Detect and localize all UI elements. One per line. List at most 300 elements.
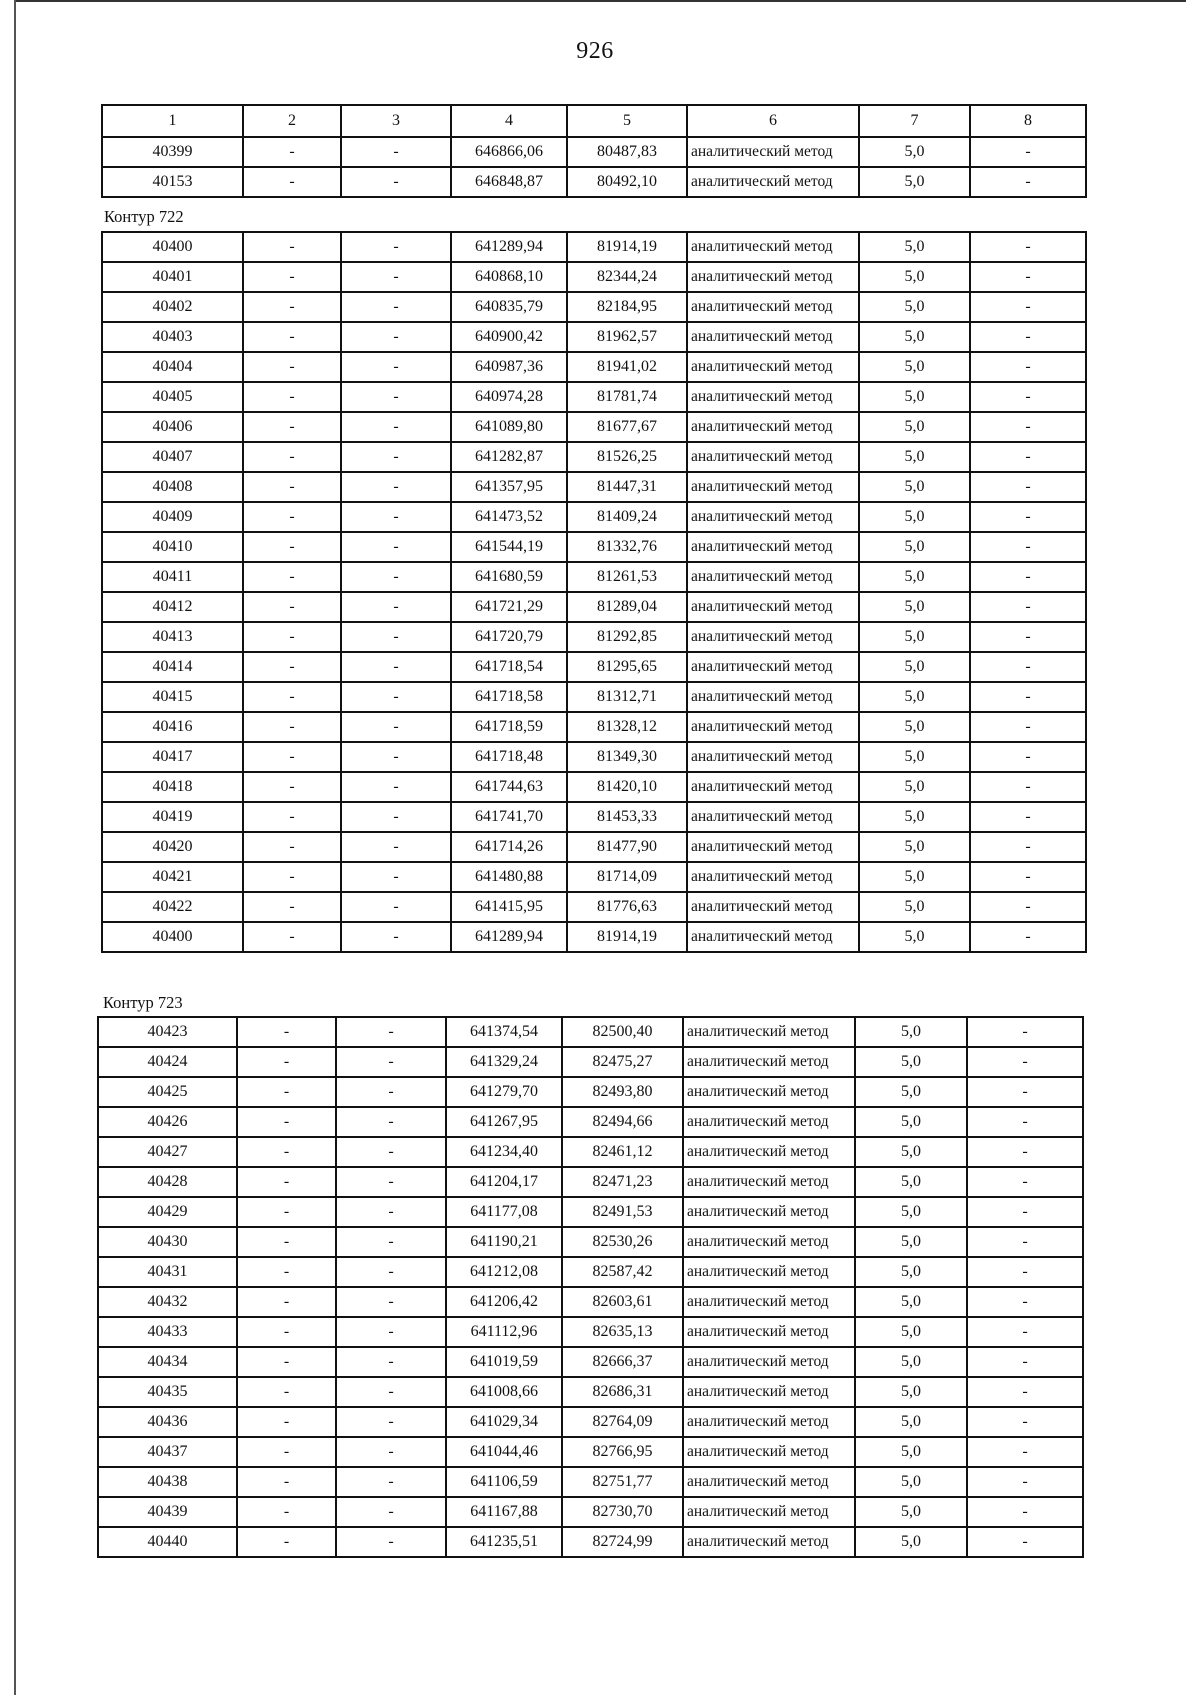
col8-cell: - xyxy=(970,802,1086,832)
y-coordinate-cell: 81420,10 xyxy=(567,772,687,802)
col2-cell: - xyxy=(243,742,341,772)
col8-cell: - xyxy=(967,1197,1083,1227)
point-number-cell: 40421 xyxy=(102,862,243,892)
method-cell: аналитический метод xyxy=(687,532,859,562)
x-coordinate-cell: 641721,29 xyxy=(451,592,567,622)
point-number-cell: 40400 xyxy=(102,232,243,262)
accuracy-cell: 5,0 xyxy=(855,1437,967,1467)
accuracy-cell: 5,0 xyxy=(859,772,970,802)
method-cell: аналитический метод xyxy=(687,232,859,262)
col3-cell: - xyxy=(341,862,451,892)
col3-cell: - xyxy=(341,352,451,382)
table-row xyxy=(102,832,1086,862)
col2-cell: - xyxy=(237,1497,336,1527)
col3-cell: - xyxy=(341,412,451,442)
y-coordinate-cell: 82635,13 xyxy=(562,1317,683,1347)
col3-cell: - xyxy=(341,562,451,592)
table-row xyxy=(102,742,1086,772)
y-coordinate-cell: 81292,85 xyxy=(567,622,687,652)
accuracy-cell: 5,0 xyxy=(859,832,970,862)
col2-cell: - xyxy=(243,532,341,562)
col8-cell: - xyxy=(970,322,1086,352)
method-cell: аналитический метод xyxy=(683,1287,855,1317)
accuracy-cell: 5,0 xyxy=(859,712,970,742)
column-header: 4 xyxy=(451,105,567,137)
accuracy-cell: 5,0 xyxy=(859,622,970,652)
col3-cell: - xyxy=(341,442,451,472)
y-coordinate-cell: 81914,19 xyxy=(567,922,687,952)
col2-cell: - xyxy=(237,1437,336,1467)
col8-cell: - xyxy=(967,1347,1083,1377)
col2-cell: - xyxy=(237,1467,336,1497)
col2-cell: - xyxy=(243,802,341,832)
x-coordinate-cell: 640835,79 xyxy=(451,292,567,322)
method-cell: аналитический метод xyxy=(687,772,859,802)
col3-cell: - xyxy=(341,652,451,682)
col3-cell: - xyxy=(336,1257,446,1287)
point-number-cell: 40404 xyxy=(102,352,243,382)
method-cell: аналитический метод xyxy=(687,502,859,532)
col2-cell: - xyxy=(243,442,341,472)
accuracy-cell: 5,0 xyxy=(859,532,970,562)
col8-cell: - xyxy=(970,772,1086,802)
point-number-cell: 40417 xyxy=(102,742,243,772)
col2-cell: - xyxy=(243,167,341,197)
method-cell: аналитический метод xyxy=(687,352,859,382)
accuracy-cell: 5,0 xyxy=(855,1257,967,1287)
method-cell: аналитический метод xyxy=(687,712,859,742)
y-coordinate-cell: 82184,95 xyxy=(567,292,687,322)
accuracy-cell: 5,0 xyxy=(859,682,970,712)
table-row xyxy=(102,502,1086,532)
col8-cell: - xyxy=(970,167,1086,197)
method-cell: аналитический метод xyxy=(687,622,859,652)
method-cell: аналитический метод xyxy=(687,472,859,502)
table-row xyxy=(102,262,1086,292)
col2-cell: - xyxy=(243,232,341,262)
col3-cell: - xyxy=(341,322,451,352)
accuracy-cell: 5,0 xyxy=(855,1107,967,1137)
accuracy-cell: 5,0 xyxy=(859,322,970,352)
y-coordinate-cell: 82587,42 xyxy=(562,1257,683,1287)
x-coordinate-cell: 641289,94 xyxy=(451,922,567,952)
point-number-cell: 40423 xyxy=(98,1017,237,1047)
y-coordinate-cell: 81349,30 xyxy=(567,742,687,772)
col3-cell: - xyxy=(341,832,451,862)
method-cell: аналитический метод xyxy=(687,862,859,892)
col2-cell: - xyxy=(243,772,341,802)
column-header: 6 xyxy=(687,105,859,137)
col2-cell: - xyxy=(237,1317,336,1347)
col2-cell: - xyxy=(243,862,341,892)
col8-cell: - xyxy=(967,1017,1083,1047)
col8-cell: - xyxy=(967,1227,1083,1257)
column-header: 1 xyxy=(102,105,243,137)
method-cell: аналитический метод xyxy=(687,292,859,322)
table-row xyxy=(102,892,1086,922)
method-cell: аналитический метод xyxy=(687,442,859,472)
col2-cell: - xyxy=(243,922,341,952)
x-coordinate-cell: 641744,63 xyxy=(451,772,567,802)
table-row xyxy=(102,922,1086,952)
method-cell: аналитический метод xyxy=(683,1437,855,1467)
point-number-cell: 40424 xyxy=(98,1047,237,1077)
x-coordinate-cell: 640868,10 xyxy=(451,262,567,292)
col2-cell: - xyxy=(243,502,341,532)
col8-cell: - xyxy=(970,532,1086,562)
col3-cell: - xyxy=(341,232,451,262)
accuracy-cell: 5,0 xyxy=(859,562,970,592)
point-number-cell: 40422 xyxy=(102,892,243,922)
page-number: 926 xyxy=(576,38,614,64)
method-cell: аналитический метод xyxy=(683,1407,855,1437)
x-coordinate-cell: 641680,59 xyxy=(451,562,567,592)
column-header: 8 xyxy=(970,105,1086,137)
y-coordinate-cell: 81295,65 xyxy=(567,652,687,682)
table-header-row xyxy=(102,105,1086,137)
method-cell: аналитический метод xyxy=(683,1317,855,1347)
col8-cell: - xyxy=(970,592,1086,622)
y-coordinate-cell: 81289,04 xyxy=(567,592,687,622)
col3-cell: - xyxy=(336,1137,446,1167)
col2-cell: - xyxy=(237,1017,336,1047)
col2-cell: - xyxy=(237,1407,336,1437)
col3-cell: - xyxy=(336,1227,446,1257)
col8-cell: - xyxy=(967,1317,1083,1347)
x-coordinate-cell: 641480,88 xyxy=(451,862,567,892)
table-row xyxy=(98,1017,1083,1047)
y-coordinate-cell: 82494,66 xyxy=(562,1107,683,1137)
col2-cell: - xyxy=(243,472,341,502)
method-cell: аналитический метод xyxy=(683,1137,855,1167)
col2-cell: - xyxy=(237,1077,336,1107)
table-row xyxy=(98,1167,1083,1197)
col2-cell: - xyxy=(237,1257,336,1287)
col2-cell: - xyxy=(237,1137,336,1167)
x-coordinate-cell: 641204,17 xyxy=(446,1167,562,1197)
col2-cell: - xyxy=(243,832,341,862)
x-coordinate-cell: 641089,80 xyxy=(451,412,567,442)
col2-cell: - xyxy=(243,622,341,652)
method-cell: аналитический метод xyxy=(687,412,859,442)
point-number-cell: 40409 xyxy=(102,502,243,532)
point-number-cell: 40414 xyxy=(102,652,243,682)
accuracy-cell: 5,0 xyxy=(855,1467,967,1497)
point-number-cell: 40437 xyxy=(98,1437,237,1467)
col8-cell: - xyxy=(970,502,1086,532)
x-coordinate-cell: 641718,59 xyxy=(451,712,567,742)
point-number-cell: 40408 xyxy=(102,472,243,502)
col3-cell: - xyxy=(336,1407,446,1437)
column-header: 2 xyxy=(243,105,341,137)
x-coordinate-cell: 641741,70 xyxy=(451,802,567,832)
x-coordinate-cell: 641106,59 xyxy=(446,1467,562,1497)
y-coordinate-cell: 82491,53 xyxy=(562,1197,683,1227)
point-number-cell: 40440 xyxy=(98,1527,237,1557)
col2-cell: - xyxy=(243,562,341,592)
accuracy-cell: 5,0 xyxy=(859,167,970,197)
y-coordinate-cell: 82493,80 xyxy=(562,1077,683,1107)
x-coordinate-cell: 641279,70 xyxy=(446,1077,562,1107)
x-coordinate-cell: 640974,28 xyxy=(451,382,567,412)
method-cell: аналитический метод xyxy=(683,1227,855,1257)
x-coordinate-cell: 641357,95 xyxy=(451,472,567,502)
y-coordinate-cell: 81261,53 xyxy=(567,562,687,592)
point-number-cell: 40428 xyxy=(98,1167,237,1197)
table-row xyxy=(98,1257,1083,1287)
method-cell: аналитический метод xyxy=(687,562,859,592)
y-coordinate-cell: 80487,83 xyxy=(567,137,687,167)
method-cell: аналитический метод xyxy=(683,1257,855,1287)
table-row xyxy=(102,622,1086,652)
contour-723-table xyxy=(97,1016,1084,1558)
table-row xyxy=(98,1137,1083,1167)
col8-cell: - xyxy=(967,1467,1083,1497)
accuracy-cell: 5,0 xyxy=(859,502,970,532)
x-coordinate-cell: 641177,08 xyxy=(446,1197,562,1227)
table-row xyxy=(102,352,1086,382)
x-coordinate-cell: 641718,58 xyxy=(451,682,567,712)
method-cell: аналитический метод xyxy=(687,382,859,412)
x-coordinate-cell: 646848,87 xyxy=(451,167,567,197)
col3-cell: - xyxy=(336,1527,446,1557)
y-coordinate-cell: 82530,26 xyxy=(562,1227,683,1257)
y-coordinate-cell: 82461,12 xyxy=(562,1137,683,1167)
point-number-cell: 40429 xyxy=(98,1197,237,1227)
col2-cell: - xyxy=(243,137,341,167)
x-coordinate-cell: 641044,46 xyxy=(446,1437,562,1467)
col3-cell: - xyxy=(341,502,451,532)
x-coordinate-cell: 641374,54 xyxy=(446,1017,562,1047)
col2-cell: - xyxy=(243,892,341,922)
accuracy-cell: 5,0 xyxy=(859,232,970,262)
y-coordinate-cell: 82730,70 xyxy=(562,1497,683,1527)
accuracy-cell: 5,0 xyxy=(855,1497,967,1527)
col8-cell: - xyxy=(970,742,1086,772)
col2-cell: - xyxy=(243,712,341,742)
table-row xyxy=(102,712,1086,742)
point-number-cell: 40420 xyxy=(102,832,243,862)
y-coordinate-cell: 81714,09 xyxy=(567,862,687,892)
y-coordinate-cell: 81962,57 xyxy=(567,322,687,352)
method-cell: аналитический метод xyxy=(687,262,859,292)
col8-cell: - xyxy=(970,262,1086,292)
method-cell: аналитический метод xyxy=(683,1197,855,1227)
method-cell: аналитический метод xyxy=(687,892,859,922)
col3-cell: - xyxy=(336,1047,446,1077)
point-number-cell: 40401 xyxy=(102,262,243,292)
x-coordinate-cell: 641714,26 xyxy=(451,832,567,862)
x-coordinate-cell: 640987,36 xyxy=(451,352,567,382)
method-cell: аналитический метод xyxy=(683,1107,855,1137)
point-number-cell: 40415 xyxy=(102,682,243,712)
contour-722-label: Контур 722 xyxy=(104,207,184,226)
col2-cell: - xyxy=(243,652,341,682)
x-coordinate-cell: 641720,79 xyxy=(451,622,567,652)
x-coordinate-cell: 641206,42 xyxy=(446,1287,562,1317)
point-number-cell: 40406 xyxy=(102,412,243,442)
accuracy-cell: 5,0 xyxy=(855,1407,967,1437)
col8-cell: - xyxy=(970,922,1086,952)
y-coordinate-cell: 82724,99 xyxy=(562,1527,683,1557)
point-number-cell: 40419 xyxy=(102,802,243,832)
method-cell: аналитический метод xyxy=(683,1347,855,1377)
x-coordinate-cell: 641267,95 xyxy=(446,1107,562,1137)
method-cell: аналитический метод xyxy=(683,1017,855,1047)
accuracy-cell: 5,0 xyxy=(859,352,970,382)
point-number-cell: 40436 xyxy=(98,1407,237,1437)
method-cell: аналитический метод xyxy=(683,1377,855,1407)
y-coordinate-cell: 81447,31 xyxy=(567,472,687,502)
col8-cell: - xyxy=(970,442,1086,472)
table-row xyxy=(98,1497,1083,1527)
table-row xyxy=(98,1047,1083,1077)
accuracy-cell: 5,0 xyxy=(855,1047,967,1077)
col2-cell: - xyxy=(243,382,341,412)
x-coordinate-cell: 641112,96 xyxy=(446,1317,562,1347)
col2-cell: - xyxy=(243,682,341,712)
col8-cell: - xyxy=(967,1497,1083,1527)
method-cell: аналитический метод xyxy=(687,742,859,772)
coordinates-table xyxy=(101,104,1087,198)
table-block-continuation xyxy=(101,104,1085,198)
point-number-cell: 40427 xyxy=(98,1137,237,1167)
table-row xyxy=(102,472,1086,502)
col2-cell: - xyxy=(243,292,341,322)
col2-cell: - xyxy=(243,412,341,442)
point-number-cell: 40402 xyxy=(102,292,243,322)
method-cell: аналитический метод xyxy=(687,832,859,862)
x-coordinate-cell: 641167,88 xyxy=(446,1497,562,1527)
col3-cell: - xyxy=(341,922,451,952)
point-number-cell: 40431 xyxy=(98,1257,237,1287)
accuracy-cell: 5,0 xyxy=(859,892,970,922)
method-cell: аналитический метод xyxy=(687,592,859,622)
col8-cell: - xyxy=(970,352,1086,382)
col2-cell: - xyxy=(237,1197,336,1227)
point-number-cell: 40410 xyxy=(102,532,243,562)
table-row xyxy=(98,1467,1083,1497)
point-number-cell: 40418 xyxy=(102,772,243,802)
accuracy-cell: 5,0 xyxy=(859,382,970,412)
method-cell: аналитический метод xyxy=(683,1527,855,1557)
col2-cell: - xyxy=(237,1107,336,1137)
col8-cell: - xyxy=(970,562,1086,592)
table-row xyxy=(102,232,1086,262)
table-row xyxy=(102,137,1086,167)
accuracy-cell: 5,0 xyxy=(859,412,970,442)
table-row xyxy=(102,322,1086,352)
point-number-cell: 40438 xyxy=(98,1467,237,1497)
point-number-cell: 40432 xyxy=(98,1287,237,1317)
method-cell: аналитический метод xyxy=(687,922,859,952)
y-coordinate-cell: 82764,09 xyxy=(562,1407,683,1437)
table-row xyxy=(102,167,1086,197)
point-number-cell: 40426 xyxy=(98,1107,237,1137)
col3-cell: - xyxy=(336,1197,446,1227)
x-coordinate-cell: 641473,52 xyxy=(451,502,567,532)
y-coordinate-cell: 82475,27 xyxy=(562,1047,683,1077)
accuracy-cell: 5,0 xyxy=(855,1167,967,1197)
y-coordinate-cell: 81914,19 xyxy=(567,232,687,262)
method-cell: аналитический метод xyxy=(687,322,859,352)
col2-cell: - xyxy=(237,1377,336,1407)
col3-cell: - xyxy=(336,1077,446,1107)
point-number-cell: 40411 xyxy=(102,562,243,592)
table-row xyxy=(102,862,1086,892)
col3-cell: - xyxy=(336,1167,446,1197)
col3-cell: - xyxy=(341,382,451,412)
x-coordinate-cell: 641329,24 xyxy=(446,1047,562,1077)
col3-cell: - xyxy=(341,472,451,502)
method-cell: аналитический метод xyxy=(687,137,859,167)
col2-cell: - xyxy=(243,592,341,622)
table-row xyxy=(98,1377,1083,1407)
col3-cell: - xyxy=(341,682,451,712)
point-number-cell: 40413 xyxy=(102,622,243,652)
col3-cell: - xyxy=(341,167,451,197)
col3-cell: - xyxy=(341,262,451,292)
y-coordinate-cell: 81477,90 xyxy=(567,832,687,862)
col2-cell: - xyxy=(237,1227,336,1257)
point-number-cell: 40405 xyxy=(102,382,243,412)
y-coordinate-cell: 82344,24 xyxy=(567,262,687,292)
method-cell: аналитический метод xyxy=(687,802,859,832)
col8-cell: - xyxy=(970,892,1086,922)
y-coordinate-cell: 81453,33 xyxy=(567,802,687,832)
y-coordinate-cell: 81312,71 xyxy=(567,682,687,712)
x-coordinate-cell: 641544,19 xyxy=(451,532,567,562)
table-row xyxy=(98,1227,1083,1257)
method-cell: аналитический метод xyxy=(687,682,859,712)
method-cell: аналитический метод xyxy=(683,1047,855,1077)
col3-cell: - xyxy=(336,1437,446,1467)
accuracy-cell: 5,0 xyxy=(855,1287,967,1317)
column-header: 7 xyxy=(859,105,970,137)
table-row xyxy=(98,1197,1083,1227)
col8-cell: - xyxy=(967,1437,1083,1467)
point-number-cell: 40430 xyxy=(98,1227,237,1257)
y-coordinate-cell: 82751,77 xyxy=(562,1467,683,1497)
method-cell: аналитический метод xyxy=(683,1167,855,1197)
x-coordinate-cell: 641234,40 xyxy=(446,1137,562,1167)
point-number-cell: 40400 xyxy=(102,922,243,952)
point-number-cell: 40399 xyxy=(102,137,243,167)
accuracy-cell: 5,0 xyxy=(855,1077,967,1107)
table-row xyxy=(98,1077,1083,1107)
col2-cell: - xyxy=(237,1527,336,1557)
col8-cell: - xyxy=(970,682,1086,712)
accuracy-cell: 5,0 xyxy=(859,592,970,622)
col3-cell: - xyxy=(336,1017,446,1047)
point-number-cell: 40407 xyxy=(102,442,243,472)
y-coordinate-cell: 81409,24 xyxy=(567,502,687,532)
col8-cell: - xyxy=(970,472,1086,502)
y-coordinate-cell: 82766,95 xyxy=(562,1437,683,1467)
accuracy-cell: 5,0 xyxy=(855,1317,967,1347)
table-row xyxy=(102,562,1086,592)
col8-cell: - xyxy=(970,832,1086,862)
point-number-cell: 40434 xyxy=(98,1347,237,1377)
col8-cell: - xyxy=(970,712,1086,742)
accuracy-cell: 5,0 xyxy=(859,292,970,322)
col2-cell: - xyxy=(243,352,341,382)
accuracy-cell: 5,0 xyxy=(859,862,970,892)
table-row xyxy=(98,1407,1083,1437)
col3-cell: - xyxy=(336,1107,446,1137)
point-number-cell: 40433 xyxy=(98,1317,237,1347)
contour-722-table xyxy=(101,231,1087,953)
